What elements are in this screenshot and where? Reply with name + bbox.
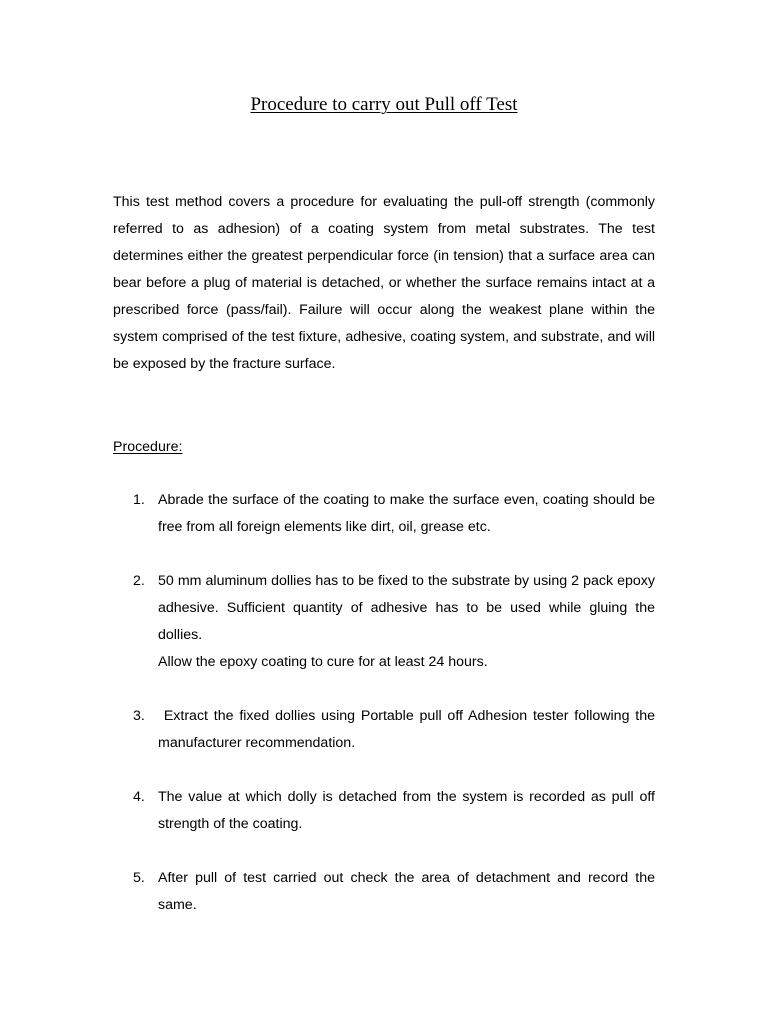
document-title: Procedure to carry out Pull off Test xyxy=(250,94,518,115)
step-text-line: 50 mm aluminum dollies has to be fixed to the substrate by using 2 pack epoxy adhesive. Sufficient quantity of adhesive has to be used while gluing the dollies. xyxy=(158,573,655,643)
step-text: The value at which dolly is detached from the system is recorded as pull off strength of the coating. xyxy=(158,789,655,832)
intro-paragraph: This test method covers a procedure for evaluating the pull-off strength (commonly referred to as adhesion) of a coating system from metal substrates. The test determines either the greatest perpendicular force (in tension) that a surface area can bear before a plug of material is detached, or whether the surface remains intact at a prescribed force (pass/fail). Failure will occur along the weakest plane within the system comprised of the test fixture, adhesive, coating system, and substrate, and will be exposed by the fracture surface. xyxy=(113,194,655,372)
step-number: 5. xyxy=(133,870,145,886)
step-number: 4. xyxy=(133,789,145,805)
step-text: Abrade the surface of the coating to make the surface even, coating should be free from all foreign elements like dirt, oil, grease etc. xyxy=(158,492,655,535)
step-number: 2. xyxy=(133,573,145,589)
step-text-line: Allow the epoxy coating to cure for at least 24 hours. xyxy=(158,654,488,670)
procedure-heading: Procedure: xyxy=(113,439,183,455)
step-number: 1. xyxy=(133,492,145,508)
step-text: Extract the fixed dollies using Portable pull off Adhesion tester following the manufacturer recommendation. xyxy=(158,708,659,751)
step-text: After pull of test carried out check the area of detachment and record the same. xyxy=(158,870,655,913)
step-text xyxy=(158,568,655,676)
step-number: 3. xyxy=(133,708,145,724)
